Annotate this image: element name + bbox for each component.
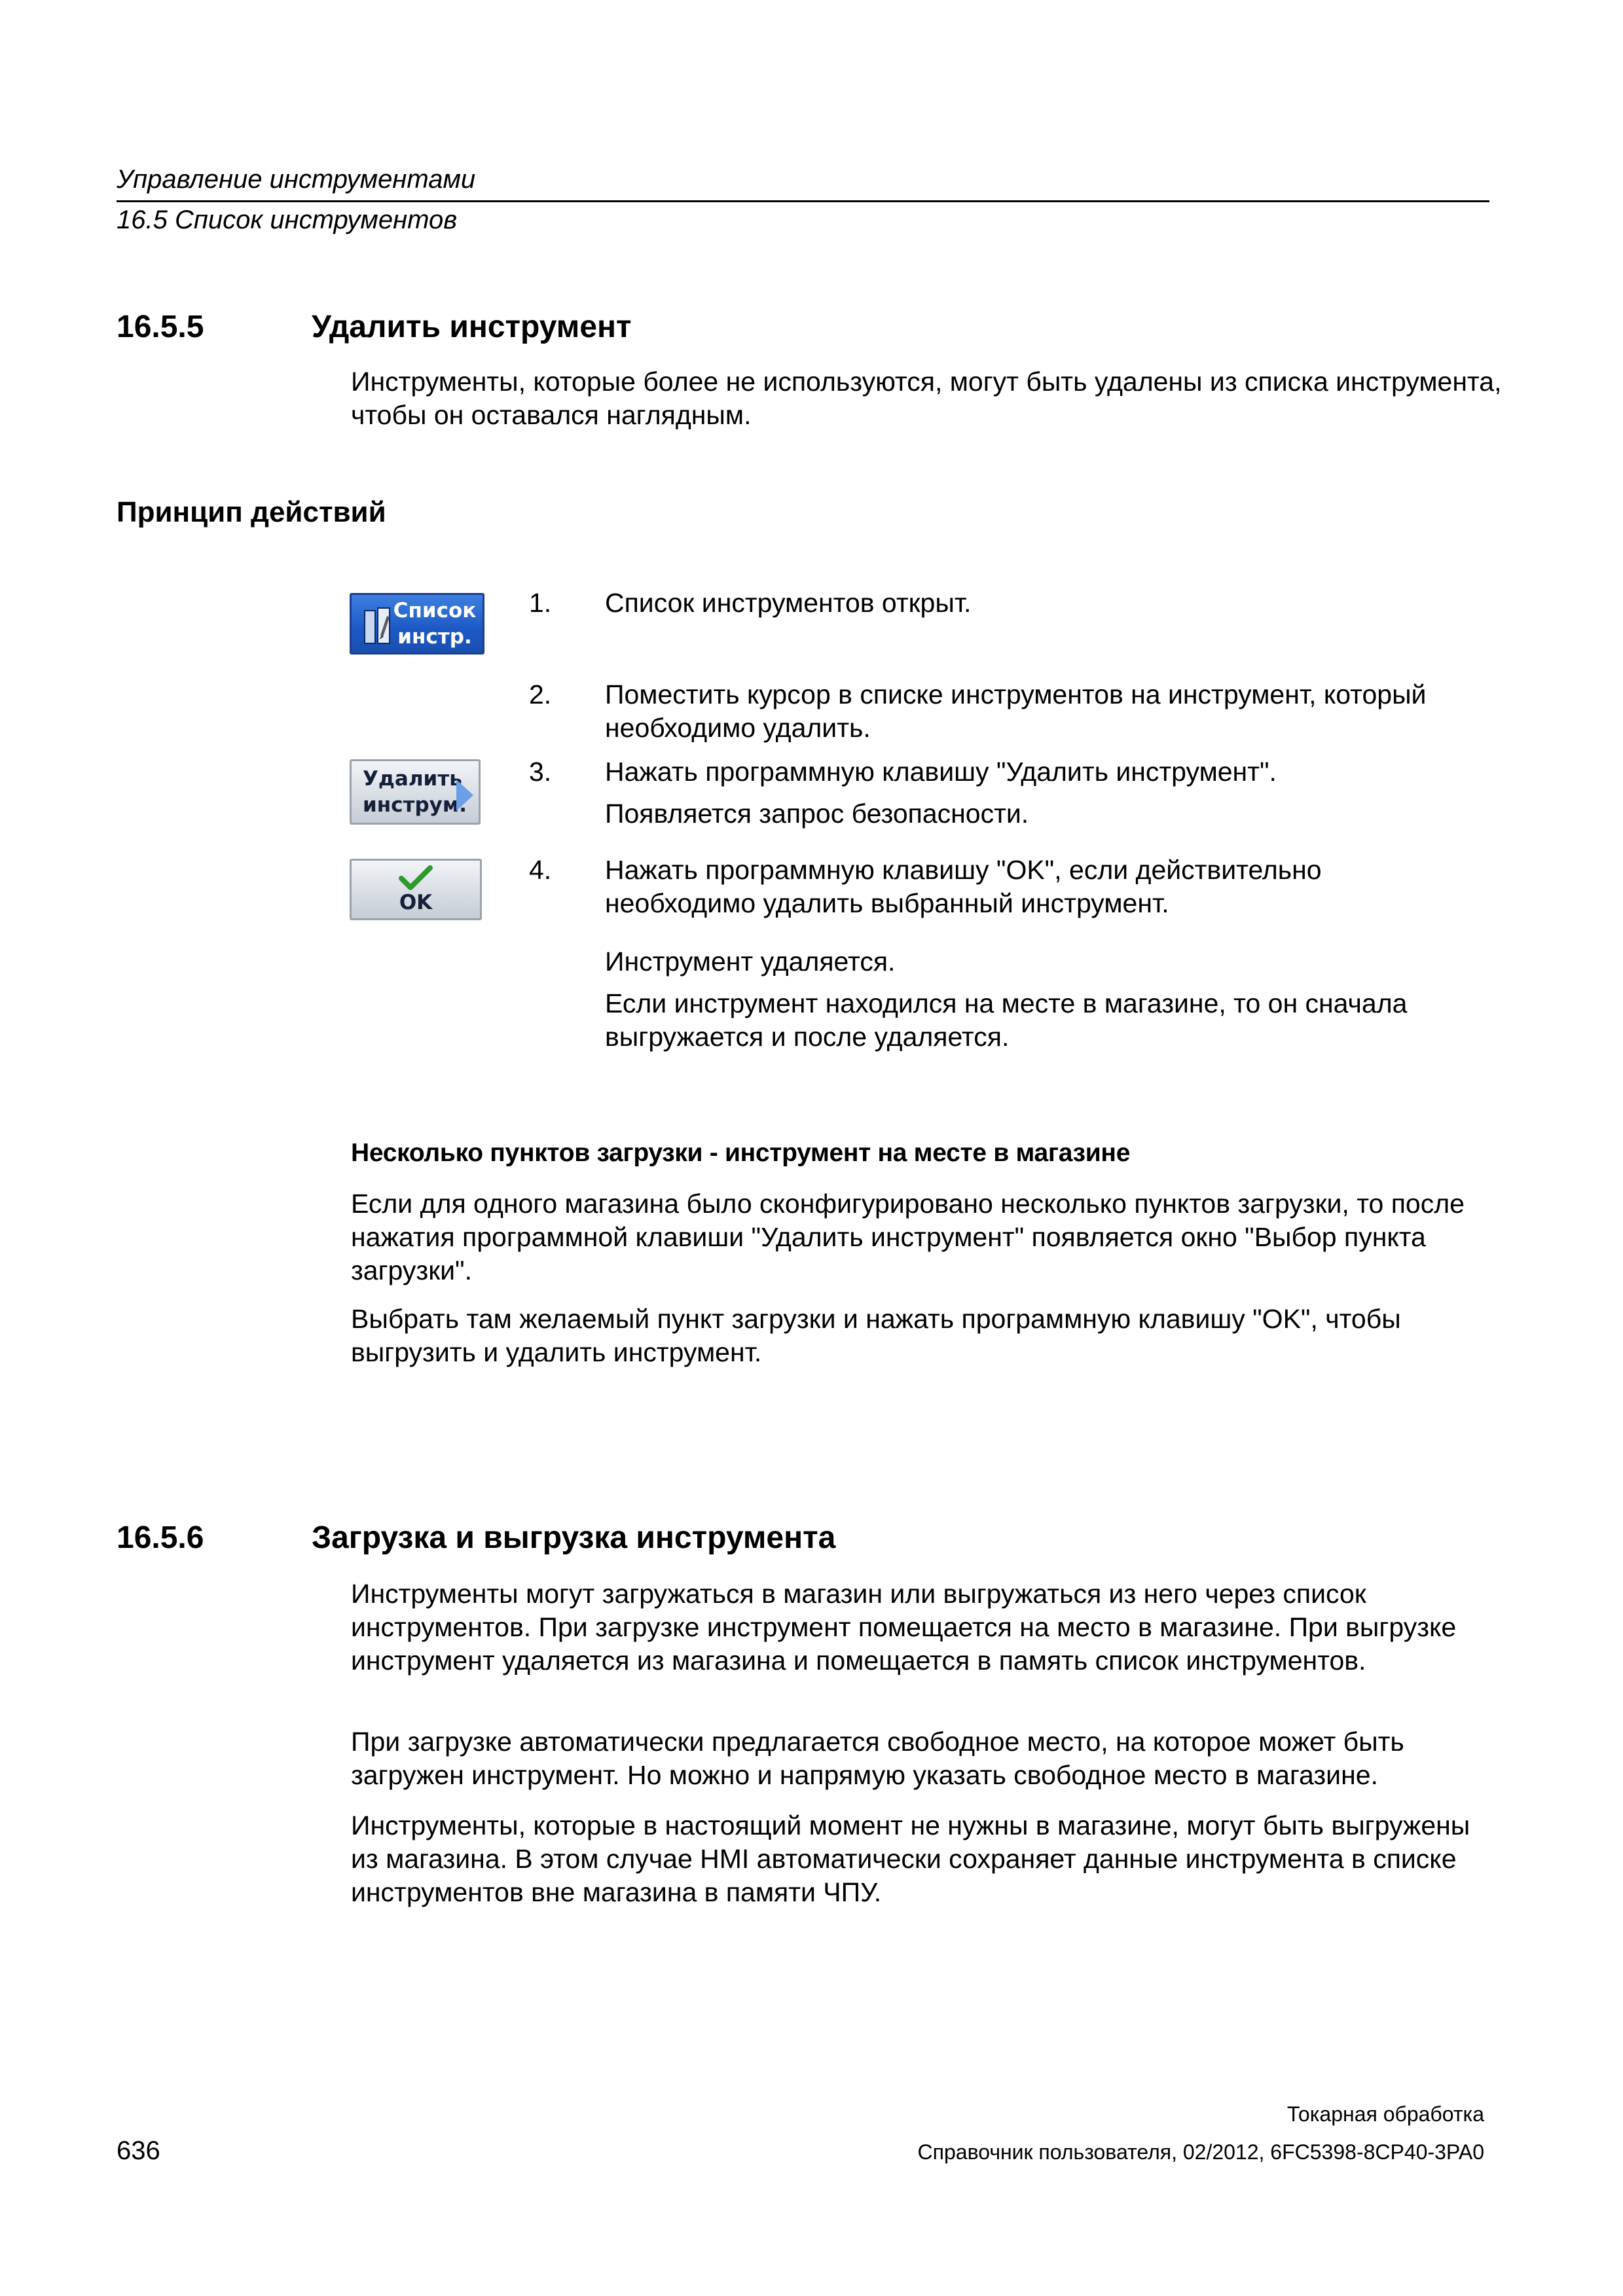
step-text: Нажать программную клавишу "Удалить инструмент". [605,757,1277,787]
step-number: 3. [529,757,552,787]
step-text: Поместить курсор в списке инструментов на инструмент, который необходимо удалить. [605,679,1427,743]
section-title: Загрузка и выгрузка инструмента [312,1520,836,1555]
delete-tool-softkey-label: Удалить инструм. [363,767,467,817]
running-header-chapter: Управление инструментами [117,165,476,194]
paragraph: Инструменты, которые в настоящий момент не нужны в магазине, могут быть выгружены из магазина. В этом случае HMI автоматически сохраняет данные инструмента в списке инструментов вне магазина в памяти ЧПУ. [351,1810,1470,1907]
arrow-right-icon [456,780,473,811]
step-text: Список инструментов открыт. [605,588,972,618]
tool-list-icon [363,607,393,646]
section-number: 16.5.6 [117,1520,204,1555]
ok-softkey[interactable] [350,859,482,920]
footer-manual-info: Справочник пользователя, 02/2012, 6FC5398-8CP40-3PA0 [917,2140,1484,2164]
step-number: 4. [529,855,552,885]
step-note: Появляется запрос безопасности. [605,798,1029,829]
paragraph: При загрузке автоматически предлагается свободное место, на которое может быть загружен инструмент. Но можно и напрямую указать свободное место в магазине. [351,1727,1404,1790]
section-intro: Инструменты, которые более не используются, могут быть удалены из списка инструмента, чтобы он оставался наглядным. [351,367,1502,430]
tool-list-softkey[interactable] [350,593,484,655]
delete-tool-softkey[interactable] [350,759,481,825]
step-number: 1. [529,588,552,618]
paragraph: Инструменты могут загружаться в магазин или выгружаться из него через список инструментов. При загрузке инструмент помещается на место в магазине. При выгрузке инструмент удаляется из магазина и помещается в память список инструментов. [351,1579,1457,1676]
running-header-section: 16.5 Список инструментов [117,206,458,234]
paragraph: Выбрать там желаемый пункт загрузки и нажать программную клавишу "OK", чтобы выгрузить и удалить инструмент. [351,1304,1401,1367]
paragraph: Если для одного магазина было сконфигурировано несколько пунктов загрузки, то после нажатия программной клавиши "Удалить инструмент" появляется окно "Выбор пункта загрузки". [351,1189,1465,1285]
step-result: Инструмент удаляется. [605,946,896,977]
page-number: 636 [117,2136,160,2165]
ok-softkey-label: OK [399,891,433,914]
principle-heading: Принцип действий [117,496,386,528]
section-number: 16.5.5 [117,310,204,344]
checkmark-icon [399,865,433,891]
header-rule [117,200,1489,202]
section-title: Удалить инструмент [312,310,632,344]
step-text: Нажать программную клавишу "OK", если действительно необходимо удалить выбранный инструмент. [605,855,1322,918]
subheading-loading-points: Несколько пунктов загрузки - инструмент на месте в магазине [351,1139,1131,1167]
tool-list-softkey-label: Список инстр. [393,599,477,649]
step-result-detail: Если инструмент находился на месте в магазине, то он сначала выгружается и после удаляется. [605,988,1408,1052]
footer-book-title: Токарная обработка [1286,2102,1484,2126]
step-number: 2. [529,679,552,709]
